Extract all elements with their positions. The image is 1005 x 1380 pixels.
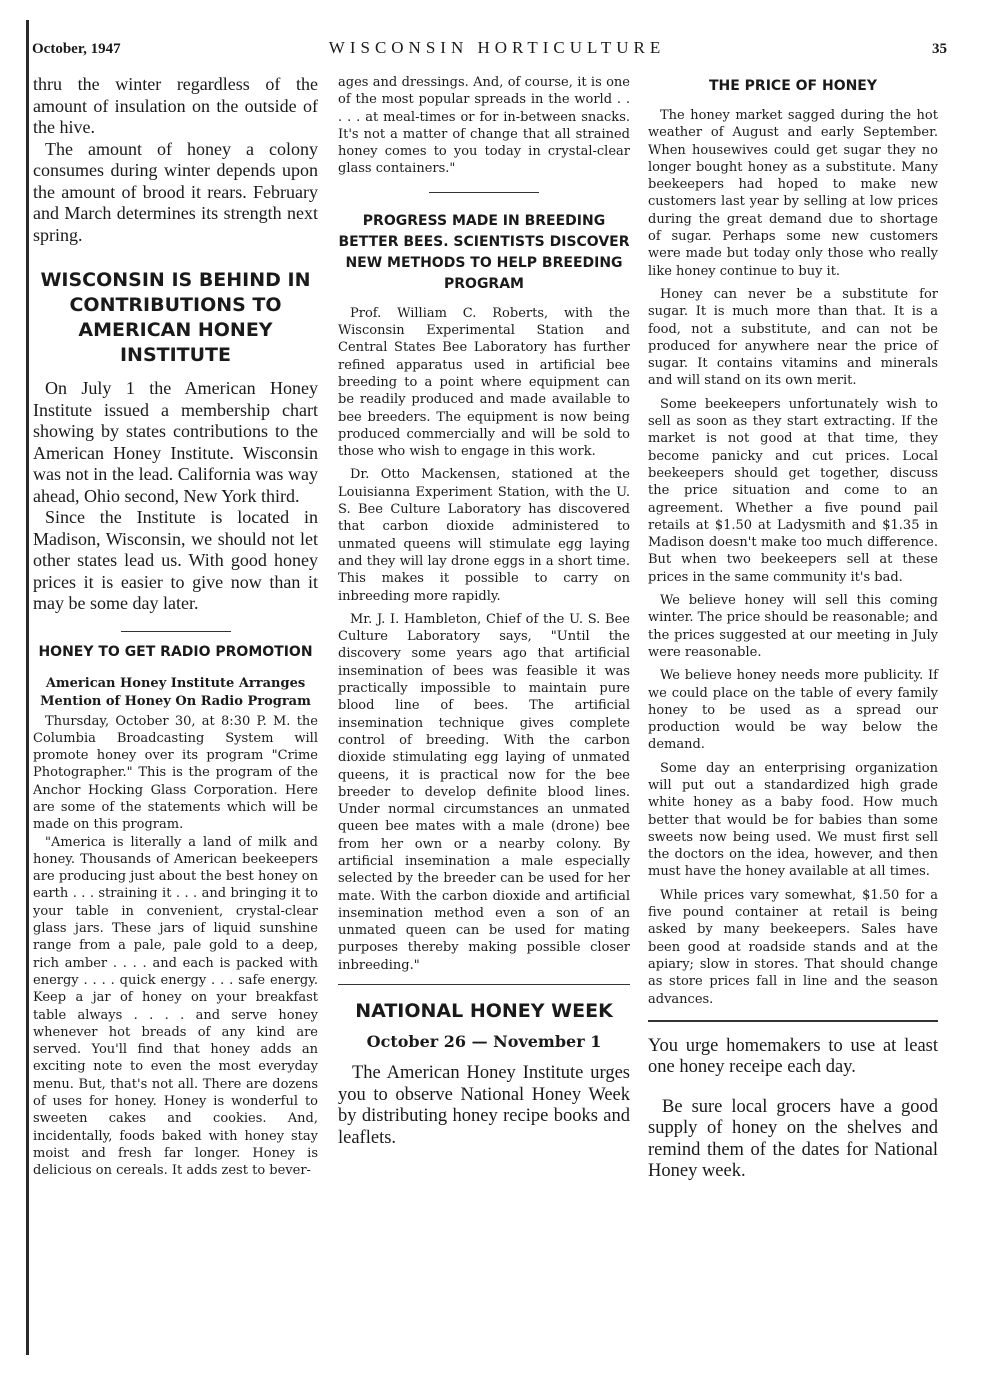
article-paragraph: On July 1 the American Honey Institute issued a membership chart showing by states contributions to the American Honey Institute. Wisconsin was not in the lead. California was way ahead, Ohio second, New York third. bbox=[33, 378, 318, 506]
article-paragraph: The honey market sagged during the hot weather of August and early September. When housewives could get sugar they no longer bought honey as a substitute. Many beekeepers had hoped to make new customers last year by selling at low prices during the great demand due to shortage of sugar. Perhaps some new customers were made but today only those who really like honey continue to buy it. bbox=[648, 108, 938, 279]
section-divider bbox=[648, 1020, 938, 1022]
article-paragraph: Thursday, October 30, at 8:30 P. M. the Columbia Broadcasting System will promote honey over its program "Crime Photographer." This is the program of the Anchor Hocking Glass Corporation. Here are some of the statements which will be made on this program. bbox=[33, 713, 318, 833]
national-honey-week-title: NATIONAL HONEY WEEK bbox=[355, 1000, 613, 1023]
section-divider bbox=[121, 631, 231, 632]
article-paragraph: Since the Institute is located in Madison, Wisconsin, we should not let other states lead us. With good honey prices it is easier to give now than it may be some day later. bbox=[33, 507, 318, 613]
article-paragraph: Some day an enterprising organization will put out a standardized high grade white honey as a baby food. How much better that would be for babies than some sweets now being used. We must first sell the doctors on the idea, however, and then must have the honey available at all times. bbox=[648, 760, 938, 880]
article-paragraph: Honey can never be a substitute for sugar. It is much more than that. It is a food, not a substitute, and can not be produced for anywhere near the price of sugar. It contains vitamins and minerals and will stand on its own merit. bbox=[648, 286, 938, 389]
article-paragraph: The amount of honey a colony consumes during winter depends upon the amount of brood it rears. February and March determines its strength next spring. bbox=[33, 138, 318, 245]
continued-text: ages and dressings. And, of course, it is one of the most popular spreads in the world . . . . . at meal-times or for in-between snacks. It's not a matter of change that all strained honey comes to you today in crystal-clear glass containers." bbox=[338, 75, 630, 177]
page-number: 35 bbox=[932, 41, 947, 57]
article-paragraph: We believe honey will sell this coming winter. The price should be reasonable; and the prices suggested at our meeting in July were reasonable. bbox=[648, 593, 938, 660]
section-divider bbox=[338, 984, 630, 985]
article-heading-progress: PROGRESS MADE IN BREEDING BETTER BEES. SCIENTISTS DISCOVER NEW METHODS TO HELP BREEDING PROGRAM bbox=[338, 212, 630, 292]
national-honey-week-dates: October 26 — November 1 bbox=[366, 1032, 602, 1052]
page-edge-rule bbox=[26, 20, 29, 1355]
article-paragraph: While prices vary somewhat, $1.50 for a five pound container at retail is being asked by many beekeepers. Sales have been good at roadside stands and at the apiary; slow in stores. That should change as store prices fall in line and the season advances. bbox=[648, 887, 938, 1007]
page-header bbox=[32, 38, 947, 64]
national-honey-week-text: Be sure local grocers have a good supply of honey on the shelves and remind them of the dates for National Honey week. bbox=[648, 1096, 938, 1182]
national-honey-week-text: You urge homemakers to use at least one honey receipe each day. bbox=[648, 1035, 938, 1078]
article-paragraph: Prof. William C. Roberts, with the Wisconsin Experimental Station and Central States Bee Laboratory has further refined apparatus used in artificial bee breeding to a point where equipment can be readily produced and made available to bee breeders. The equipment is now being produced commercially and will be sold to those who wish to engage in this work. bbox=[338, 305, 630, 460]
article-subheading-radio: American Honey Institute Arranges Mention of Honey On Radio Program bbox=[40, 675, 311, 709]
column-left bbox=[33, 74, 318, 1180]
issue-date: October, 1947 bbox=[32, 41, 121, 57]
publication-title: WISCONSIN HORTICULTURE bbox=[328, 38, 666, 57]
article-heading-behind: WISCONSIN IS BEHIND IN CONTRIBUTIONS TO AMERICAN HONEY INSTITUTE bbox=[40, 269, 311, 366]
section-divider bbox=[429, 192, 539, 193]
column-right bbox=[648, 74, 938, 1183]
article-paragraph: Some beekeepers unfortunately wish to sell as soon as they start extracting. If the market is not good at that time, they become panicky and cut prices. Local beekeepers should get together, discuss the price situation and come to an agreement. Whether a five pound pail retails at $1.50 at Ladysmith and $1.35 in Madison doesn't make too much difference. But when two beekeepers sell at these prices in the same community it's bad. bbox=[648, 396, 938, 585]
national-honey-week-text: The American Honey Institute urges you to observe National Honey Week by distributing honey recipe books and leaflets. bbox=[338, 1063, 630, 1148]
article-paragraph: Dr. Otto Mackensen, stationed at the Louisianna Experiment Station, with the U. S. Bee Culture Laboratory has discovered that carbon dioxide administered to unmated queens will stimulate egg laying and they will lay drone eggs in a short time. This makes it possible to carry on inbreeding more rapidly. bbox=[338, 467, 630, 604]
article-paragraph: We believe honey needs more publicity. If we could place on the table of every family honey to be used as a spread our production would be way below the demand. bbox=[648, 668, 938, 753]
article-paragraph: Mr. J. I. Hambleton, Chief of the U. S. Bee Culture Laboratory says, "Until the discovery some years ago that artificial insemination of bees was feasible it was practically impossible to maintain pure blood line of bees. The artificial insemination technique gives complete control of breeding. With the carbon dioxide stimulating egg laying of unmated queens, it is practical now for the bee breeder to develop definite blood lines. Under normal circumstances an unmated queen bee mates with a male (drone) bee from her own or a nearby colony. By artificial insemination a male especially selected by the breeder can be used for her mate. With the carbon dioxide and artificial insemination method even a son of an unmated queen can be used for mating purposes thereby making possible closer inbreeding." bbox=[338, 611, 630, 973]
article-heading-radio: HONEY TO GET RADIO PROMOTION bbox=[38, 643, 313, 660]
article-heading-price: THE PRICE OF HONEY bbox=[708, 78, 878, 94]
article-paragraph: "America is literally a land of milk and honey. Thousands of American beekeepers are producing just about the best honey on earth . . . straining it . . . and bringing it to your table in convenient, crystal-clear glass jars. These jars of liquid sunshine range from a pale, pale gold to a deep, rich amber . . . . and each is packed with energy . . . . quick energy . . . safe energy. Keep a jar of honey on your breakfast table always . . . . and serve honey whenever hot breads of any kind are served. You'll find that honey adds an exciting note to even the most everyday menu. But, that's not all. There are dozens of uses for honey. Honey is wonderful to sweeten cakes and cookies. And, incidentally, foods baked with honey stay moist and fresh far longer. Honey is delicious on cereals. It adds zest to bever- bbox=[33, 834, 318, 1179]
column-middle bbox=[338, 74, 630, 1149]
continued-text: thru the winter regardless of the amount of insulation on the outside of the hive. bbox=[33, 74, 318, 137]
